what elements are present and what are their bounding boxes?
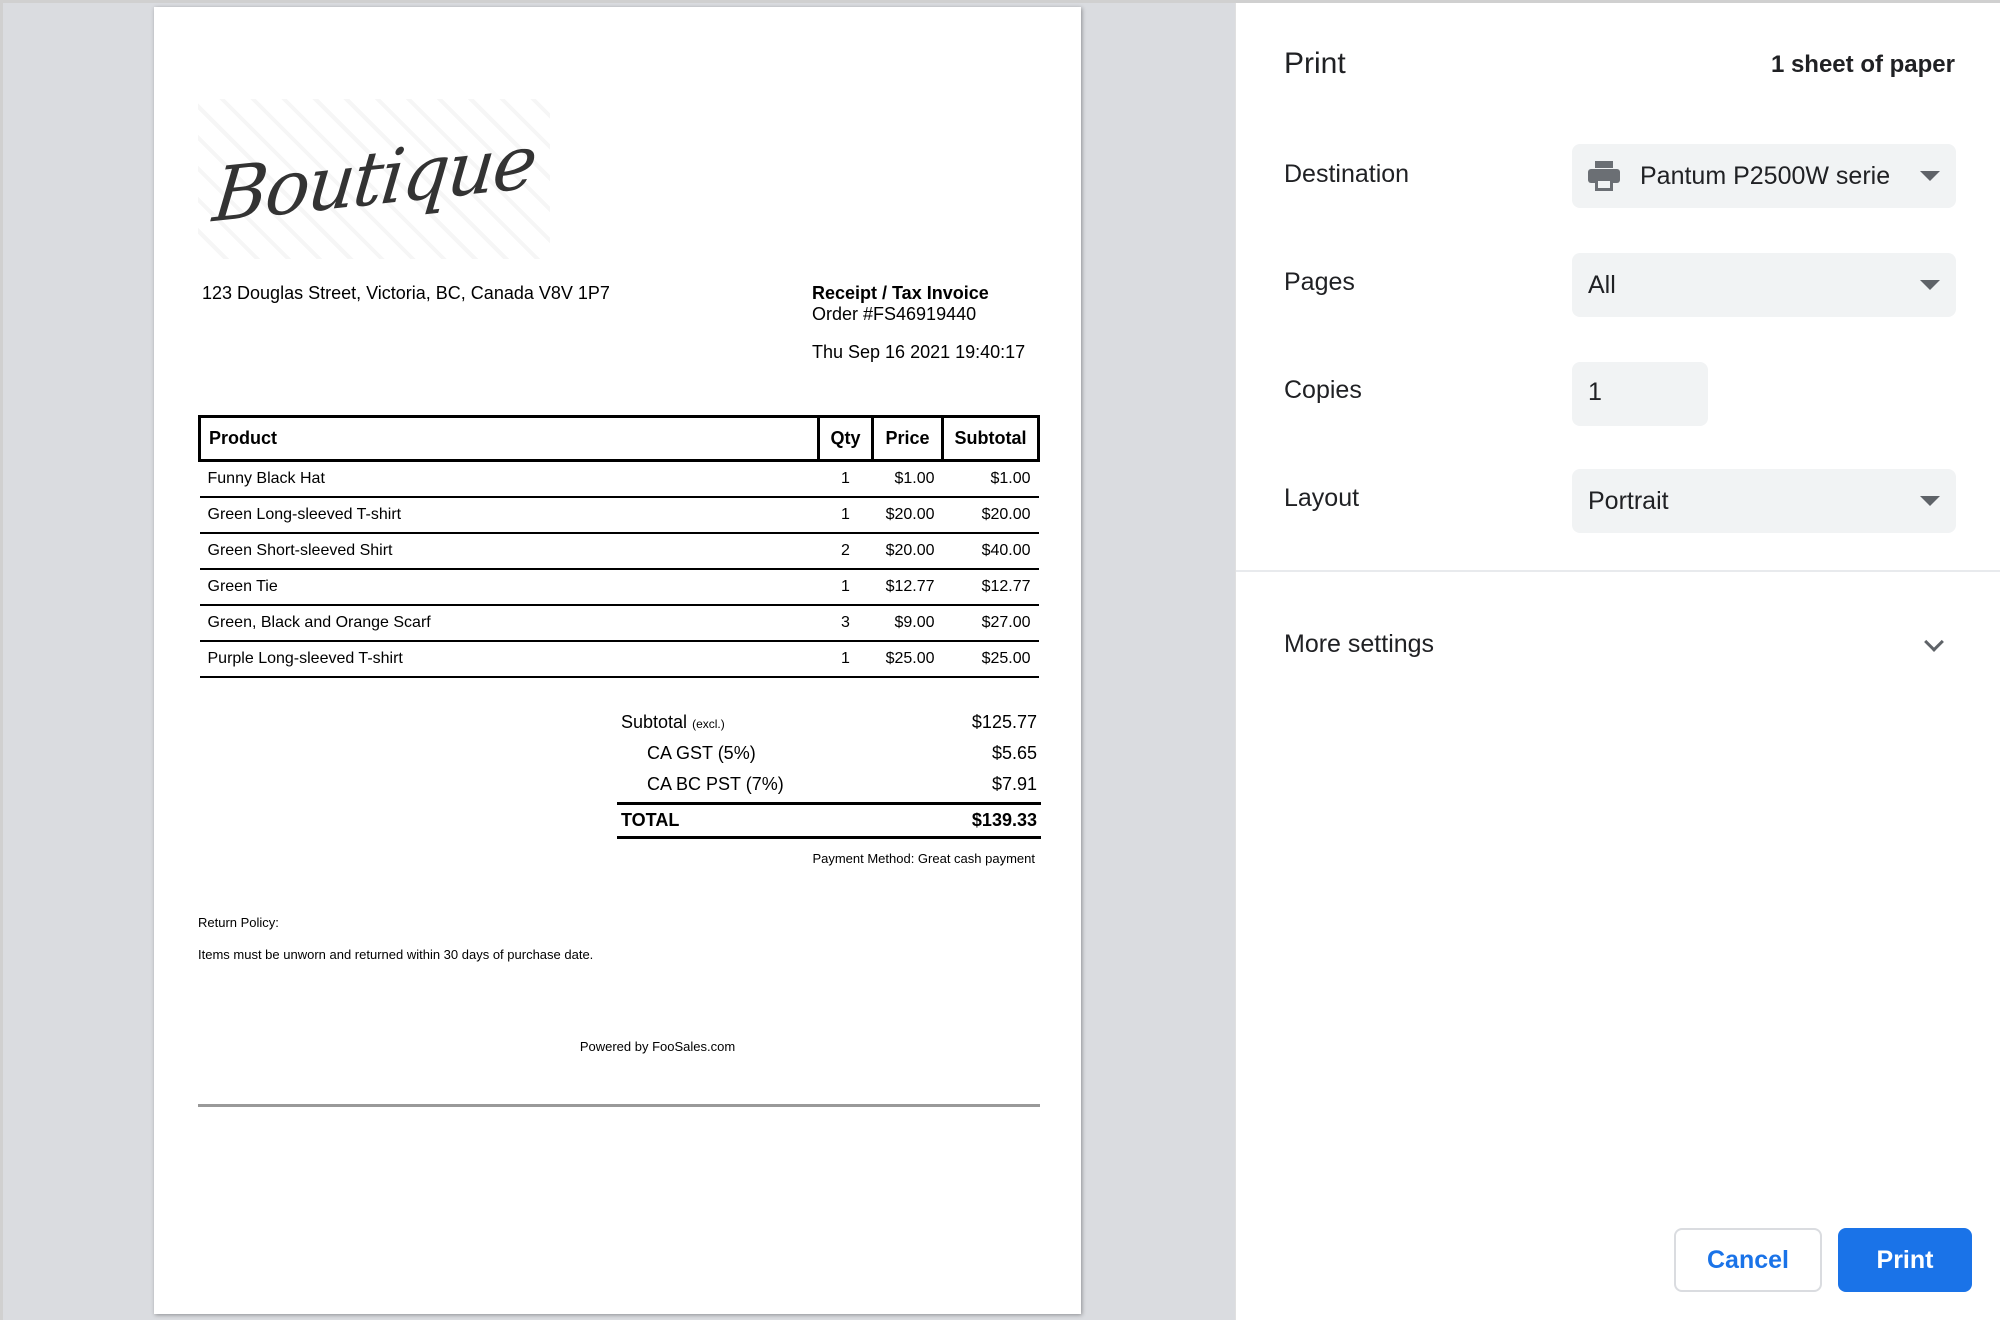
more-settings-toggle[interactable]: More settings	[1284, 630, 1435, 658]
cell-product: Green Short-sleeved Shirt	[200, 533, 819, 569]
total-row	[617, 802, 1041, 839]
col-qty: Qty	[819, 417, 873, 461]
dropdown-arrow-icon	[1920, 280, 1940, 290]
total-label: TOTAL	[621, 810, 680, 830]
gst-value: $5.65	[991, 743, 1037, 763]
cancel-button[interactable]: Cancel	[1674, 1228, 1822, 1292]
chevron-down-icon[interactable]	[1924, 632, 1944, 652]
print-button[interactable]: Print	[1838, 1228, 1972, 1292]
destination-label: Destination	[1284, 160, 1410, 188]
store-address: 123 Douglas Street, Victoria, BC, Canada V8V 1P7	[202, 283, 610, 303]
pages-label: Pages	[1284, 268, 1355, 296]
cell-product: Purple Long-sleeved T-shirt	[200, 641, 819, 677]
cell-price: $20.00	[873, 533, 943, 569]
cell-price: $9.00	[873, 605, 943, 641]
cell-qty: 1	[819, 569, 873, 605]
layout-select[interactable]	[1572, 469, 1956, 533]
panel-divider	[1236, 570, 2000, 572]
cell-subtotal: $20.00	[943, 497, 1039, 533]
print-preview-area	[3, 3, 1235, 1320]
pst-label: CA BC PST (7%)	[647, 774, 784, 794]
cell-subtotal: $12.77	[943, 569, 1039, 605]
cell-qty: 1	[819, 641, 873, 677]
cell-price: $12.77	[873, 569, 943, 605]
cell-price: $25.00	[873, 641, 943, 677]
table-row	[200, 605, 1039, 641]
layout-label: Layout	[1284, 484, 1360, 512]
copies-input[interactable]: 1	[1572, 362, 1708, 426]
copies-label: Copies	[1284, 376, 1362, 404]
cell-subtotal: $40.00	[943, 533, 1039, 569]
table-row	[200, 641, 1039, 677]
cell-qty: 1	[819, 461, 873, 497]
print-settings-panel	[1235, 3, 2000, 1320]
return-policy-text: Items must be unworn and returned within 30 days of purchase date.	[198, 947, 594, 962]
subtotal-label: Subtotal	[621, 712, 688, 732]
cell-product: Funny Black Hat	[200, 461, 819, 497]
destination-value: Pantum P2500W serie	[1640, 161, 1891, 190]
sheet-count: 1 sheet of paper	[1770, 51, 1955, 78]
destination-select[interactable]	[1572, 144, 1956, 208]
table-row	[200, 533, 1039, 569]
receipt-datetime: Thu Sep 16 2021 19:40:17	[812, 342, 1026, 362]
cell-product: Green Long-sleeved T-shirt	[200, 497, 819, 533]
printer-icon	[1588, 161, 1620, 191]
cell-subtotal: $1.00	[943, 461, 1039, 497]
table-header-row	[200, 417, 1039, 461]
payment-method: Payment Method: Great cash payment	[812, 851, 1035, 866]
logo-text: Boutique	[208, 118, 540, 240]
return-policy-label: Return Policy:	[198, 915, 279, 930]
cell-price: $1.00	[873, 461, 943, 497]
dropdown-arrow-icon	[1920, 171, 1940, 181]
subtotal-note: (excl.)	[692, 717, 725, 731]
cell-product: Green, Black and Orange Scarf	[200, 605, 819, 641]
total-value: $139.33	[971, 810, 1037, 830]
pst-row	[617, 769, 1041, 800]
layout-value: Portrait	[1588, 486, 1669, 515]
cell-qty: 2	[819, 533, 873, 569]
cell-price: $20.00	[873, 497, 943, 533]
cell-subtotal: $25.00	[943, 641, 1039, 677]
footer-divider	[198, 1104, 1040, 1107]
cell-qty: 3	[819, 605, 873, 641]
pages-value: All	[1588, 270, 1616, 299]
preview-page	[154, 7, 1081, 1314]
gst-label: CA GST (5%)	[647, 743, 756, 763]
table-row	[200, 569, 1039, 605]
receipt-title: Receipt / Tax Invoice	[812, 283, 989, 303]
boutique-logo	[198, 99, 550, 259]
col-subtotal: Subtotal	[943, 417, 1039, 461]
items-table	[198, 415, 1040, 678]
subtotal-value: $125.77	[971, 712, 1037, 732]
panel-title: Print	[1284, 47, 1346, 80]
gst-row	[617, 738, 1041, 769]
table-row	[200, 497, 1039, 533]
pst-value: $7.91	[991, 774, 1037, 794]
order-number: Order #FS46919440	[812, 304, 977, 324]
table-row	[200, 461, 1039, 497]
subtotal-row	[617, 707, 1041, 738]
pages-select[interactable]	[1572, 253, 1956, 317]
cell-product: Green Tie	[200, 569, 819, 605]
dropdown-arrow-icon	[1920, 496, 1940, 506]
powered-by: Powered by FooSales.com	[579, 1039, 736, 1054]
col-price: Price	[873, 417, 943, 461]
col-product: Product	[200, 417, 819, 461]
totals-block	[617, 707, 1041, 839]
cell-subtotal: $27.00	[943, 605, 1039, 641]
receipt-header	[812, 283, 1025, 363]
cell-qty: 1	[819, 497, 873, 533]
